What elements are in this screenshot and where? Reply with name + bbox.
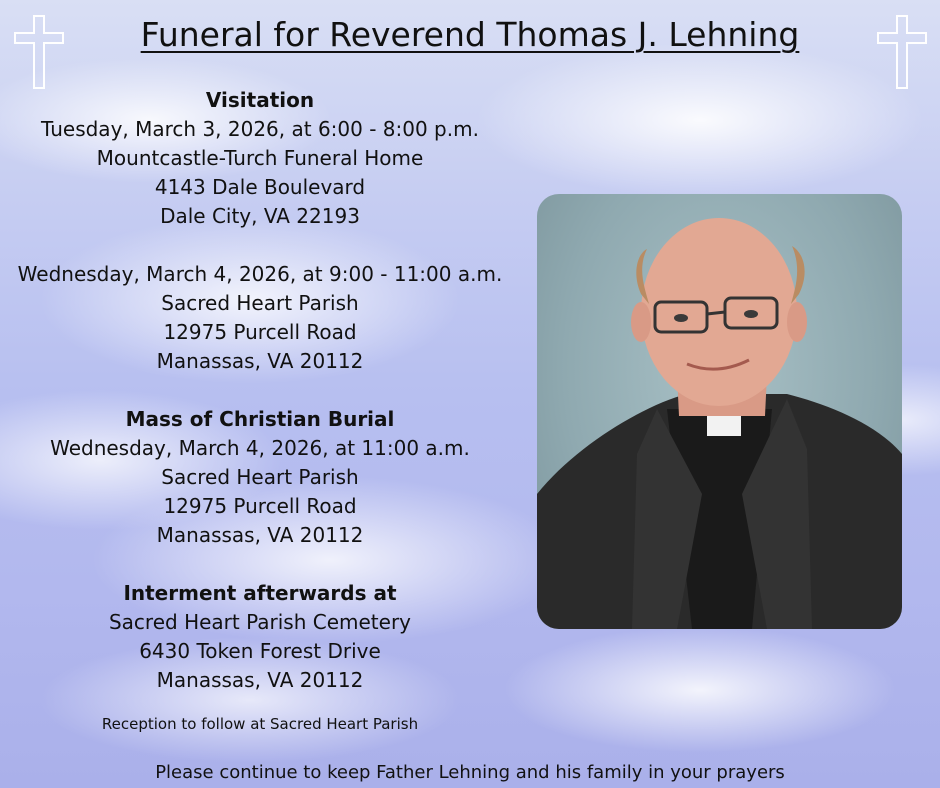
- page-title: Funeral for Reverend Thomas J. Lehning: [140, 15, 800, 54]
- interment-heading: Interment afterwards at: [123, 581, 397, 605]
- event-details: [0, 86, 520, 695]
- priest-portrait: [537, 194, 902, 629]
- interment-venue: Sacred Heart Parish Cemetery: [108, 610, 412, 634]
- visitation-1-city: Dale City, VA 22193: [160, 204, 360, 228]
- mass-datetime: Wednesday, March 4, 2026, at 11:00 a.m.: [50, 436, 470, 460]
- spacer: [0, 550, 520, 579]
- visitation-2-city: Manassas, VA 20112: [156, 349, 364, 373]
- mass-heading: Mass of Christian Burial: [125, 407, 395, 431]
- visitation-heading: Visitation: [205, 88, 315, 112]
- spacer: [0, 376, 520, 405]
- mass-city: Manassas, VA 20112: [156, 523, 364, 547]
- visitation-2-venue: Sacred Heart Parish: [161, 291, 359, 315]
- visitation-1-venue: Mountcastle-Turch Funeral Home: [96, 146, 424, 170]
- mass-street: 12975 Purcell Road: [163, 494, 357, 518]
- reception-note: Reception to follow at Sacred Heart Parish: [101, 715, 419, 733]
- visitation-2-street: 12975 Purcell Road: [163, 320, 357, 344]
- prayer-message: Please continue to keep Father Lehning and his family in your prayers: [155, 762, 785, 783]
- visitation-1-datetime: Tuesday, March 3, 2026, at 6:00 - 8:00 p.m.: [41, 117, 479, 141]
- visitation-2-datetime: Wednesday, March 4, 2026, at 9:00 - 11:00 a.m.: [17, 262, 503, 286]
- spacer: [0, 231, 520, 260]
- interment-city: Manassas, VA 20112: [156, 668, 364, 692]
- mass-venue: Sacred Heart Parish: [161, 465, 359, 489]
- interment-street: 6430 Token Forest Drive: [139, 639, 381, 663]
- visitation-1-street: 4143 Dale Boulevard: [154, 175, 366, 199]
